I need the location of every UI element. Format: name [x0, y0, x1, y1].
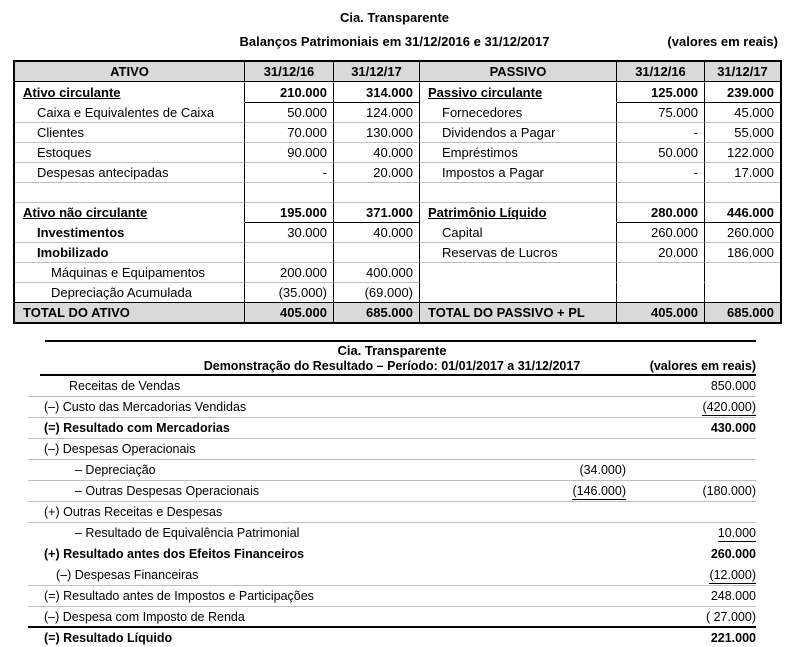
bs-label-cell: Clientes — [15, 122, 245, 142]
income-statement-subtitle: Demonstração do Resultado – Período: 01/01/2017 a 31/12/2017 — [203, 359, 581, 373]
bs-value-cell: 195.000 — [245, 202, 334, 222]
balance-sheet-row — [15, 222, 780, 242]
bs-value-cell: 124.000 — [334, 102, 420, 122]
balance-sheet-header — [15, 62, 780, 82]
dre-label — [28, 400, 496, 414]
values-note: (valores em reais) — [649, 359, 756, 373]
dre-right-value-cell — [626, 400, 756, 414]
bs-value-cell: 17.000 — [705, 162, 780, 182]
bs-label-cell: Imobilizado — [15, 242, 245, 262]
dre-row — [28, 628, 756, 647]
bs-value-cell: 20.000 — [617, 242, 705, 262]
bs-label-cell: Fornecedores — [420, 102, 617, 122]
dre-value: 10.000 — [717, 526, 756, 540]
dre-right-value-cell — [626, 631, 756, 645]
balance-sheet-row — [15, 242, 780, 262]
bs-value-cell — [705, 182, 780, 202]
bs-label-cell: Despesas antecipadas — [15, 162, 245, 182]
dre-value: – Resultado de Equivalência Patrimonial — [75, 526, 300, 540]
bs-label-cell: Patrimônio Líquido — [420, 202, 617, 222]
dre-value: (420.000) — [702, 400, 756, 414]
dre-value: (180.000) — [702, 484, 756, 498]
bs-value-cell: 186.000 — [705, 242, 780, 262]
dre-row — [28, 418, 756, 439]
bs-label-cell: TOTAL DO PASSIVO + PL — [420, 302, 617, 322]
bs-label-cell: Ativo não circulante — [15, 202, 245, 222]
income-statement-subtitle-row — [28, 358, 756, 374]
dre-label — [28, 379, 496, 393]
bs-value-cell: 400.000 — [334, 262, 420, 282]
column-header-ativo: ATIVO — [15, 62, 245, 82]
dre-value: (=) Resultado Líquido — [44, 630, 173, 645]
bs-value-cell — [617, 262, 705, 282]
balance-sheet-row — [15, 302, 780, 322]
bs-value-cell: 50.000 — [245, 102, 334, 122]
bs-value-cell: 125.000 — [617, 82, 705, 102]
bs-value-cell: 371.000 — [334, 202, 420, 222]
bs-value-cell: 40.000 — [334, 222, 420, 242]
dre-row — [28, 607, 756, 628]
dre-value: (–) Custo das Mercadorias Vendidas — [44, 400, 247, 414]
dre-value: (–) Despesa com Imposto de Renda — [44, 609, 245, 624]
dre-label — [28, 442, 496, 456]
bs-value-cell: 75.000 — [617, 102, 705, 122]
bs-value-cell — [617, 282, 705, 302]
bs-value-cell: 40.000 — [334, 142, 420, 162]
bs-value-cell: 260.000 — [705, 222, 780, 242]
bs-value-cell: 685.000 — [705, 302, 780, 322]
bs-value-cell: 239.000 — [727, 85, 774, 100]
dre-value: 430.000 — [710, 421, 756, 435]
bs-label-cell: Máquinas e Equipamentos — [15, 262, 245, 282]
dre-row — [28, 544, 756, 565]
bs-value-cell: 122.000 — [705, 142, 780, 162]
dre-value: 260.000 — [710, 547, 756, 561]
dre-label — [28, 484, 496, 498]
dre-right-value-cell — [626, 526, 756, 540]
dre-value: (=) Resultado com Mercadorias — [44, 421, 230, 435]
dre-value: (=) Resultado antes de Impostos e Participações — [44, 589, 314, 603]
dre-label — [28, 631, 496, 645]
balance-sheet-subtitle: Balanços Patrimoniais em 31/12/2016 e 31/12/2017 — [239, 34, 550, 49]
bs-value-cell: (69.000) — [334, 282, 420, 302]
dre-row — [28, 565, 756, 586]
dre-value: (+) Resultado antes dos Efeitos Financeiros — [44, 547, 305, 561]
bs-label-cell — [420, 282, 617, 302]
bs-value-cell: 50.000 — [617, 142, 705, 162]
bs-value-cell — [334, 242, 420, 262]
bs-label-cell: Depreciação Acumulada — [15, 282, 245, 302]
dre-label — [28, 505, 496, 519]
bs-label-cell: Capital — [420, 222, 617, 242]
dre-mid-value-cell — [496, 484, 626, 498]
bs-label-cell: Investimentos — [15, 222, 245, 242]
dre-value: – Depreciação — [75, 463, 156, 477]
dre-right-value-cell — [626, 379, 756, 393]
bs-value-cell: 405.000 — [245, 302, 334, 322]
bs-label-cell: Caixa e Equivalentes de Caixa — [15, 102, 245, 122]
dre-row — [28, 460, 756, 481]
bs-value-cell: 200.000 — [245, 262, 334, 282]
balance-sheet-row — [15, 262, 780, 282]
balance-sheet-row — [15, 182, 780, 202]
bs-label-cell: Dividendos a Pagar — [420, 122, 617, 142]
bs-value-cell: - — [617, 162, 705, 182]
bs-label-cell: Passivo circulante — [420, 82, 617, 102]
bs-label-cell: Estoques — [15, 142, 245, 162]
income-statement-section — [28, 340, 756, 647]
bs-value-cell: - — [617, 122, 705, 142]
bs-value-cell: 55.000 — [705, 122, 780, 142]
dre-value: Receitas de Vendas — [69, 379, 181, 393]
bs-value-cell: - — [245, 162, 334, 182]
dre-right-value-cell — [626, 610, 756, 624]
dre-right-value-cell — [626, 484, 756, 498]
bs-value-cell — [245, 242, 334, 262]
dre-value: 248.000 — [710, 589, 756, 603]
balance-sheet-row — [15, 142, 780, 162]
bs-value-cell: 210.000 — [245, 82, 334, 102]
dre-value: (+) Outras Receitas e Despesas — [44, 505, 223, 519]
dre-right-value-cell — [626, 421, 756, 435]
dre-value: (146.000) — [572, 484, 626, 498]
balance-sheet-table — [13, 60, 782, 324]
balance-sheet-row — [15, 122, 780, 142]
dre-row — [28, 586, 756, 607]
dre-value: (34.000) — [579, 463, 626, 477]
column-header-date-3: 31/12/16 — [617, 62, 705, 82]
bs-label-cell: Impostos a Pagar — [420, 162, 617, 182]
bs-value-cell: 90.000 — [245, 142, 334, 162]
bs-label-cell — [15, 182, 245, 202]
dre-right-value-cell — [626, 568, 756, 582]
bs-label-cell: Ativo circulante — [15, 82, 245, 102]
balance-sheet-row — [15, 202, 780, 222]
dre-right-value-cell — [626, 547, 756, 561]
bs-value-cell: 446.000 — [705, 202, 780, 222]
dre-value: ( 27.000) — [705, 609, 756, 624]
dre-value: (12.000) — [709, 568, 756, 582]
top-rule-divider — [45, 340, 756, 342]
dre-row — [28, 523, 756, 544]
dre-label — [28, 589, 496, 603]
balance-sheet-row — [15, 162, 780, 182]
bs-value-cell: 130.000 — [334, 122, 420, 142]
bs-value-cell: 20.000 — [334, 162, 420, 182]
income-statement-rows — [28, 376, 756, 647]
dre-value: (–) Despesas Financeiras — [56, 568, 199, 582]
column-header-date-2: 31/12/17 — [334, 62, 420, 82]
bs-label-cell — [420, 182, 617, 202]
bs-value-cell — [705, 262, 780, 282]
dre-label — [28, 463, 496, 477]
bs-value-cell: 405.000 — [617, 302, 705, 322]
dre-label — [28, 526, 496, 540]
bs-label-cell: TOTAL DO ATIVO — [15, 302, 245, 322]
dre-value: – Outras Despesas Operacionais — [75, 484, 260, 498]
dre-row — [28, 376, 756, 397]
bs-value-cell: 45.000 — [705, 102, 780, 122]
balance-sheet-section — [0, 10, 789, 324]
dre-label — [28, 421, 496, 435]
dre-label — [28, 547, 496, 561]
balance-sheet-body — [15, 82, 780, 322]
dre-label — [28, 568, 496, 582]
bs-value-cell: 685.000 — [334, 302, 420, 322]
dre-value: (–) Despesas Operacionais — [44, 442, 196, 456]
bs-value-cell: 70.000 — [245, 122, 334, 142]
bs-value-cell: 280.000 — [617, 202, 705, 222]
bs-value-cell — [705, 282, 780, 302]
dre-value: 850.000 — [710, 379, 756, 393]
bs-value-cell: 30.000 — [245, 222, 334, 242]
bs-value-cell — [617, 182, 705, 202]
balance-sheet-row — [15, 102, 780, 122]
bs-label-cell — [420, 262, 617, 282]
bs-value-cell: 314.000 — [334, 82, 420, 102]
dre-row — [28, 439, 756, 460]
dre-right-value-cell — [626, 589, 756, 603]
dre-value: 221.000 — [710, 630, 756, 645]
dre-row — [28, 397, 756, 418]
bs-value-cell: 260.000 — [617, 222, 705, 242]
column-header-date-4: 31/12/17 — [705, 62, 780, 82]
bs-label-cell: Reservas de Lucros — [420, 242, 617, 262]
bs-label-cell: Empréstimos — [420, 142, 617, 162]
column-header-date-1: 31/12/16 — [245, 62, 334, 82]
values-note: (valores em reais) — [667, 34, 778, 49]
dre-row — [28, 481, 756, 502]
balance-sheet-row — [15, 82, 780, 102]
dre-mid-value-cell — [496, 463, 626, 477]
company-title: Cia. Transparente — [337, 343, 447, 358]
column-header-passivo: PASSIVO — [420, 62, 617, 82]
balance-sheet-subtitle-row — [0, 34, 789, 50]
balance-sheet-row — [15, 282, 780, 302]
dre-label — [28, 610, 496, 624]
dre-row — [28, 502, 756, 523]
bs-value-cell — [334, 182, 420, 202]
bs-value-cell: (35.000) — [245, 282, 334, 302]
bs-value-cell — [245, 182, 334, 202]
company-title: Cia. Transparente — [339, 10, 450, 25]
